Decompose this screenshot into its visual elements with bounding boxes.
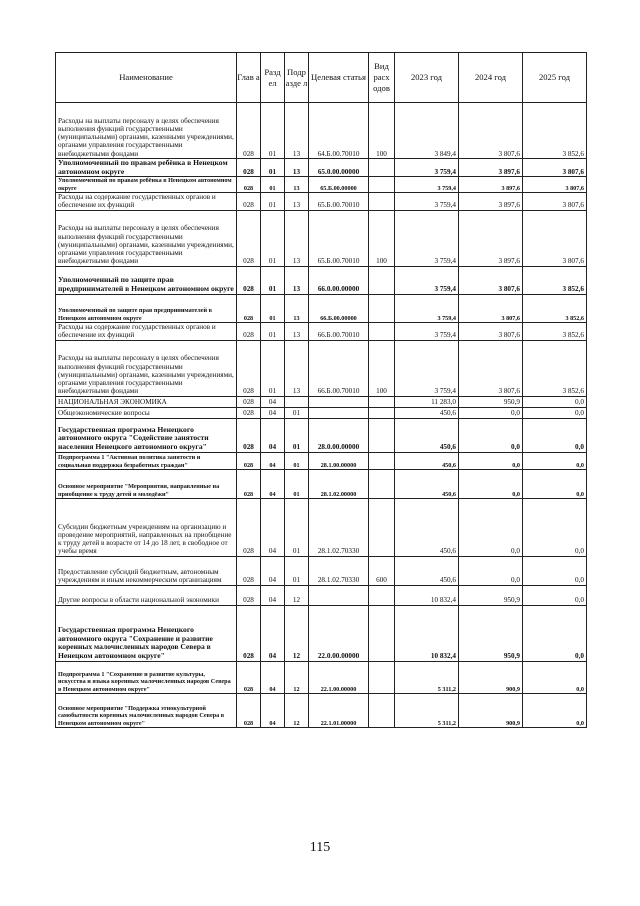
cell-statya: 66.Б.00.70010 <box>309 340 369 396</box>
cell-vid <box>369 661 395 693</box>
cell-podrazdel: 13 <box>285 294 309 322</box>
cell-y2023: 3 759,4 <box>395 177 459 192</box>
cell-glava: 028 <box>237 407 261 418</box>
cell-y2024: 3 897,6 <box>459 177 523 192</box>
table-row <box>56 159 587 177</box>
cell-name: НАЦИОНАЛЬНАЯ ЭКОНОМИКА <box>56 396 237 407</box>
cell-razdel: 04 <box>261 452 285 469</box>
cell-vid <box>369 192 395 210</box>
cell-y2024: 3 807,6 <box>459 266 523 294</box>
cell-y2024: 900,9 <box>459 661 523 693</box>
cell-vid <box>369 294 395 322</box>
cell-y2024: 3 897,6 <box>459 192 523 210</box>
cell-y2024: 950,9 <box>459 585 523 605</box>
cell-y2025: 3 852,6 <box>523 266 587 294</box>
cell-razdel: 01 <box>261 340 285 396</box>
cell-y2024: 0,0 <box>459 469 523 498</box>
header-razdel: Разд ел <box>261 53 285 103</box>
cell-name: Предоставление субсидий бюджетным, автономным учреждениям и иным некоммерческим организациям <box>56 556 237 585</box>
cell-y2025: 0,0 <box>523 585 587 605</box>
cell-y2025: 3 852,6 <box>523 294 587 322</box>
cell-y2023: 3 759,4 <box>395 159 459 177</box>
cell-podrazdel: 12 <box>285 605 309 661</box>
cell-vid <box>369 452 395 469</box>
cell-glava: 028 <box>237 498 261 556</box>
header-glava: Глав а <box>237 53 261 103</box>
cell-name: Уполномоченный по защите прав предпринимателей в Ненецком автономном округе <box>56 266 237 294</box>
cell-y2024: 3 897,6 <box>459 210 523 266</box>
cell-y2023: 450,6 <box>395 407 459 418</box>
cell-statya: 28.1.02.00000 <box>309 469 369 498</box>
header-podrazdel: Подр азде л <box>285 53 309 103</box>
cell-glava: 028 <box>237 418 261 452</box>
cell-y2023: 3 759,4 <box>395 322 459 340</box>
cell-vid <box>369 407 395 418</box>
cell-y2025: 3 807,6 <box>523 192 587 210</box>
cell-y2023: 450,6 <box>395 556 459 585</box>
cell-statya <box>309 585 369 605</box>
cell-vid <box>369 396 395 407</box>
cell-glava: 028 <box>237 294 261 322</box>
cell-y2024: 950,9 <box>459 396 523 407</box>
cell-statya: 64.Б.00.70010 <box>309 103 369 159</box>
cell-vid <box>369 605 395 661</box>
cell-y2023: 450,6 <box>395 498 459 556</box>
cell-razdel: 01 <box>261 266 285 294</box>
cell-y2025: 0,0 <box>523 693 587 727</box>
table-row <box>56 585 587 605</box>
cell-name: Подпрограмма 1 "Сохранение и развитие культуры, искусства и языка коренных малочисленных народов Севера в Ненецком автономном округе" <box>56 661 237 693</box>
table-row <box>56 452 587 469</box>
cell-y2023: 3 759,4 <box>395 294 459 322</box>
cell-statya <box>309 407 369 418</box>
cell-y2023: 450,6 <box>395 418 459 452</box>
cell-name: Расходы на выплаты персоналу в целях обеспечения выполнения функций государственными (муниципальными) органами, казенными учреждениями, органами управления государственными внебюджетными фондами <box>56 103 237 159</box>
cell-y2025: 0,0 <box>523 396 587 407</box>
cell-vid <box>369 322 395 340</box>
table-body <box>56 103 587 728</box>
cell-y2024: 0,0 <box>459 556 523 585</box>
cell-y2024: 0,0 <box>459 452 523 469</box>
cell-podrazdel: 01 <box>285 498 309 556</box>
cell-glava: 028 <box>237 159 261 177</box>
table-row <box>56 407 587 418</box>
cell-razdel: 01 <box>261 159 285 177</box>
cell-y2023: 3 759,4 <box>395 210 459 266</box>
cell-vid <box>369 418 395 452</box>
cell-glava: 028 <box>237 266 261 294</box>
cell-vid: 600 <box>369 556 395 585</box>
cell-y2023: 3 849,4 <box>395 103 459 159</box>
cell-glava: 028 <box>237 322 261 340</box>
table-row <box>56 177 587 192</box>
cell-podrazdel: 13 <box>285 192 309 210</box>
cell-razdel: 04 <box>261 693 285 727</box>
cell-statya: 28.0.00.00000 <box>309 418 369 452</box>
table-row <box>56 469 587 498</box>
cell-y2025: 0,0 <box>523 407 587 418</box>
cell-podrazdel: 01 <box>285 556 309 585</box>
cell-statya: 66.Б.00.70010 <box>309 322 369 340</box>
cell-razdel: 04 <box>261 418 285 452</box>
cell-name: Подпрограмма 1 "Активная политика занятости и социальная поддержка безработных граждан" <box>56 452 237 469</box>
cell-name: Основное мероприятие "Мероприятия, направленные на приобщение к труду детей и молодёжи" <box>56 469 237 498</box>
cell-statya: 65.Б.00.70010 <box>309 192 369 210</box>
cell-name: Государственная программа Ненецкого автономного округа "Содействие занятости населения Ненецкого автономного округа" <box>56 418 237 452</box>
cell-y2023: 11 283,0 <box>395 396 459 407</box>
cell-glava: 028 <box>237 192 261 210</box>
cell-y2024: 0,0 <box>459 418 523 452</box>
cell-name: Расходы на содержание государственных органов и обеспечение их функций <box>56 192 237 210</box>
cell-razdel: 04 <box>261 498 285 556</box>
cell-statya: 22.1.00.00000 <box>309 661 369 693</box>
cell-podrazdel: 13 <box>285 103 309 159</box>
cell-statya: 65.Б.00.00000 <box>309 177 369 192</box>
cell-glava: 028 <box>237 452 261 469</box>
cell-y2025: 3 852,6 <box>523 103 587 159</box>
cell-name: Расходы на выплаты персоналу в целях обеспечения выполнения функций государственными (муниципальными) органами, казенными учреждениями, органами управления государственными внебюджетными фондами <box>56 210 237 266</box>
cell-y2023: 3 759,4 <box>395 340 459 396</box>
cell-y2025: 3 807,6 <box>523 159 587 177</box>
cell-vid <box>369 177 395 192</box>
cell-glava: 028 <box>237 556 261 585</box>
cell-vid <box>369 159 395 177</box>
table-row <box>56 192 587 210</box>
table-row <box>56 605 587 661</box>
cell-razdel: 01 <box>261 177 285 192</box>
cell-vid: 100 <box>369 103 395 159</box>
cell-name: Субсидии бюджетным учреждениям на организацию и проведение мероприятий, направленных на приобщение к труду детей в возрасте от 14 до 18 лет, в свободное от учебы время <box>56 498 237 556</box>
cell-y2024: 0,0 <box>459 498 523 556</box>
cell-glava: 028 <box>237 103 261 159</box>
cell-razdel: 01 <box>261 322 285 340</box>
cell-vid <box>369 266 395 294</box>
cell-y2025: 0,0 <box>523 661 587 693</box>
cell-y2023: 450,6 <box>395 452 459 469</box>
cell-podrazdel <box>285 396 309 407</box>
cell-razdel: 04 <box>261 585 285 605</box>
header-2023: 2023 год <box>395 53 459 103</box>
cell-y2023: 450,6 <box>395 469 459 498</box>
cell-statya: 65.Б.00.70010 <box>309 210 369 266</box>
cell-statya: 66.0.00.00000 <box>309 266 369 294</box>
cell-y2023: 5 311,2 <box>395 693 459 727</box>
cell-podrazdel: 12 <box>285 585 309 605</box>
cell-podrazdel: 13 <box>285 322 309 340</box>
cell-glava: 028 <box>237 605 261 661</box>
cell-razdel: 01 <box>261 103 285 159</box>
cell-glava: 028 <box>237 177 261 192</box>
cell-podrazdel: 12 <box>285 693 309 727</box>
cell-name: Уполномоченный по правам ребёнка в Ненецком автономном округе <box>56 177 237 192</box>
header-2025: 2025 год <box>523 53 587 103</box>
table-row <box>56 556 587 585</box>
cell-name: Основное мероприятие "Поддержка этнокультурной самобытности коренных малочисленных народов Севера в Ненецком автономном округе" <box>56 693 237 727</box>
cell-razdel: 04 <box>261 605 285 661</box>
table-row <box>56 498 587 556</box>
cell-name: Общеэкономические вопросы <box>56 407 237 418</box>
cell-podrazdel: 01 <box>285 452 309 469</box>
cell-y2023: 5 311,2 <box>395 661 459 693</box>
cell-razdel: 04 <box>261 556 285 585</box>
table-row <box>56 693 587 727</box>
cell-glava: 028 <box>237 396 261 407</box>
cell-name: Другие вопросы в области национальной экономики <box>56 585 237 605</box>
cell-razdel: 01 <box>261 192 285 210</box>
cell-podrazdel: 01 <box>285 469 309 498</box>
cell-y2023: 3 759,4 <box>395 266 459 294</box>
cell-y2024: 900,9 <box>459 693 523 727</box>
header-name: Наименование <box>56 53 237 103</box>
table-row <box>56 340 587 396</box>
cell-statya <box>309 396 369 407</box>
cell-vid <box>369 585 395 605</box>
cell-razdel: 01 <box>261 294 285 322</box>
cell-y2025: 0,0 <box>523 452 587 469</box>
cell-name: Уполномоченный по правам ребёнка в Ненецком автономном округе <box>56 159 237 177</box>
table-row <box>56 210 587 266</box>
cell-y2024: 950,9 <box>459 605 523 661</box>
cell-statya: 22.0.00.00000 <box>309 605 369 661</box>
cell-razdel: 01 <box>261 210 285 266</box>
table-row <box>56 266 587 294</box>
cell-vid: 100 <box>369 210 395 266</box>
cell-name: Расходы на содержание государственных органов и обеспечение их функций <box>56 322 237 340</box>
cell-statya: 28.1.00.00000 <box>309 452 369 469</box>
cell-vid <box>369 469 395 498</box>
cell-razdel: 04 <box>261 469 285 498</box>
cell-podrazdel: 13 <box>285 177 309 192</box>
cell-vid <box>369 693 395 727</box>
budget-table <box>55 52 587 728</box>
cell-y2025: 0,0 <box>523 418 587 452</box>
cell-y2023: 10 832,4 <box>395 585 459 605</box>
cell-podrazdel: 13 <box>285 340 309 396</box>
cell-y2024: 0,0 <box>459 407 523 418</box>
cell-razdel: 04 <box>261 661 285 693</box>
cell-name: Уполномоченный по защите прав предпринимателей в Ненецком автономном округе <box>56 294 237 322</box>
table-row <box>56 396 587 407</box>
table-header-row <box>56 53 587 103</box>
cell-vid: 100 <box>369 340 395 396</box>
cell-y2024: 3 807,6 <box>459 294 523 322</box>
cell-y2025: 3 807,6 <box>523 177 587 192</box>
cell-y2025: 3 807,6 <box>523 210 587 266</box>
table-row <box>56 103 587 159</box>
header-vid: Вид расх одов <box>369 53 395 103</box>
table-row <box>56 322 587 340</box>
cell-podrazdel: 13 <box>285 266 309 294</box>
cell-glava: 028 <box>237 693 261 727</box>
cell-glava: 028 <box>237 340 261 396</box>
cell-y2025: 0,0 <box>523 605 587 661</box>
cell-statya: 66.Б.00.00000 <box>309 294 369 322</box>
cell-name: Государственная программа Ненецкого автономного округа "Сохранение и развитие коренных малочисленных народов Севера в Ненецком автономном округе" <box>56 605 237 661</box>
table-row <box>56 661 587 693</box>
cell-glava: 028 <box>237 585 261 605</box>
cell-podrazdel: 13 <box>285 210 309 266</box>
cell-statya: 65.0.00.00000 <box>309 159 369 177</box>
cell-podrazdel: 12 <box>285 661 309 693</box>
cell-name: Расходы на выплаты персоналу в целях обеспечения выполнения функций государственными (муниципальными) органами, казенными учреждениями, органами управления государственными внебюджетными фондами <box>56 340 237 396</box>
cell-y2025: 0,0 <box>523 469 587 498</box>
cell-y2025: 0,0 <box>523 556 587 585</box>
cell-podrazdel: 13 <box>285 159 309 177</box>
cell-y2025: 3 852,6 <box>523 322 587 340</box>
page-number: 115 <box>309 840 331 855</box>
cell-podrazdel: 01 <box>285 407 309 418</box>
cell-razdel: 04 <box>261 396 285 407</box>
cell-podrazdel: 01 <box>285 418 309 452</box>
cell-glava: 028 <box>237 661 261 693</box>
cell-y2023: 3 759,4 <box>395 192 459 210</box>
cell-statya: 28.1.02.70330 <box>309 498 369 556</box>
table-row <box>56 418 587 452</box>
cell-y2024: 3 897,6 <box>459 159 523 177</box>
cell-y2025: 0,0 <box>523 498 587 556</box>
cell-glava: 028 <box>237 469 261 498</box>
cell-statya: 28.1.02.70330 <box>309 556 369 585</box>
cell-razdel: 04 <box>261 407 285 418</box>
cell-glava: 028 <box>237 210 261 266</box>
cell-y2024: 3 807,6 <box>459 322 523 340</box>
cell-vid <box>369 498 395 556</box>
cell-y2023: 10 832,4 <box>395 605 459 661</box>
table-row <box>56 294 587 322</box>
cell-y2024: 3 807,6 <box>459 103 523 159</box>
header-statya: Целевая статья <box>309 53 369 103</box>
cell-y2025: 3 852,6 <box>523 340 587 396</box>
header-2024: 2024 год <box>459 53 523 103</box>
cell-statya: 22.1.01.00000 <box>309 693 369 727</box>
cell-y2024: 3 807,6 <box>459 340 523 396</box>
